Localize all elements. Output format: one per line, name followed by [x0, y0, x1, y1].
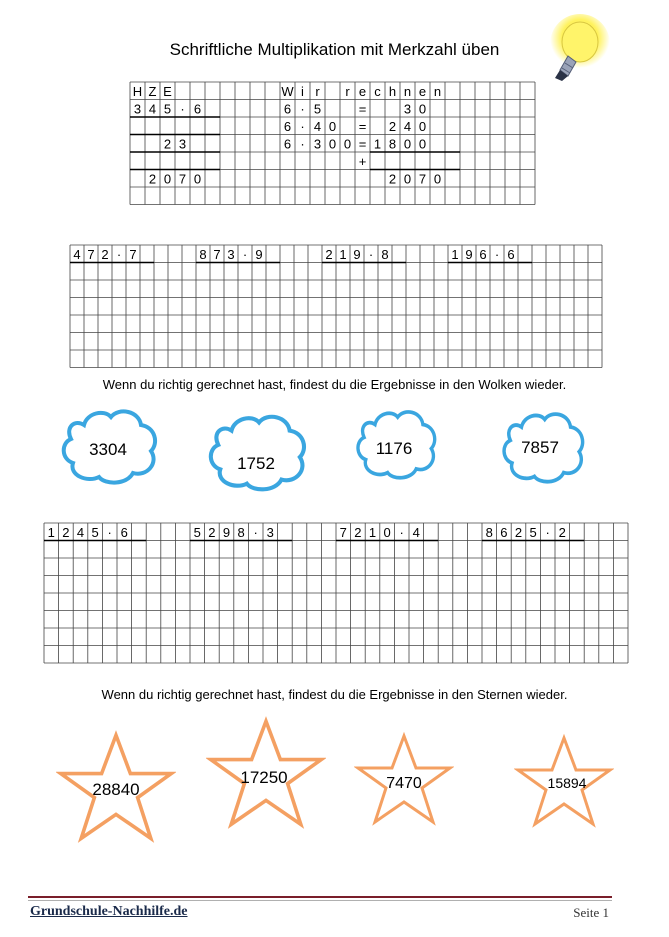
- grid-digit: ·: [368, 246, 374, 262]
- grid-digit: ·: [300, 136, 305, 152]
- grid-digit: 0: [418, 101, 427, 117]
- grid-digit: 0: [403, 171, 412, 187]
- grid-digit: 0: [163, 171, 172, 187]
- grid-digit: 0: [328, 136, 337, 152]
- grid-digit: E: [163, 83, 172, 99]
- grid-digit: ·: [107, 524, 112, 540]
- grid-digit: 4: [412, 524, 420, 540]
- grid-digit: 2: [325, 246, 333, 262]
- grid-digit: 0: [383, 524, 391, 540]
- grid-digit: 2: [514, 524, 523, 540]
- instruction-clouds: Wenn du richtig gerechnet hast, findest du die Ergebnisse in den Wolken wieder.: [102, 377, 567, 392]
- grid-digit: 8: [199, 246, 207, 262]
- grid-digit: 2: [354, 524, 362, 540]
- grid-digit: ·: [242, 246, 248, 262]
- grid-digit: ·: [116, 246, 122, 262]
- grid-digit: 4: [313, 118, 322, 134]
- footer-site-link[interactable]: Grundschule-Nachhilfe.de: [30, 904, 188, 919]
- star-2: [206, 716, 326, 832]
- grid-digit: 6: [507, 246, 515, 262]
- grid-digit: 3: [266, 524, 274, 540]
- star-4: [514, 732, 614, 832]
- grid-digit: 9: [255, 246, 263, 262]
- grid-digit: n: [433, 83, 442, 99]
- grid-digit: =: [358, 118, 367, 134]
- task-grid-1: [70, 245, 602, 370]
- cloud-value: 7857: [521, 438, 559, 457]
- instruction-stars: Wenn du richtig gerechnet hast, findest du die Ergebnisse in den Sternen wieder.: [101, 687, 568, 702]
- grid-digit: 3: [133, 101, 142, 117]
- grid-digit: 0: [418, 118, 427, 134]
- cloud-2: [206, 410, 308, 492]
- grid-digit: n: [403, 83, 412, 99]
- task-grid-2: [44, 523, 628, 665]
- grid-digit: 3: [313, 136, 322, 152]
- grid-digit: 5: [529, 524, 537, 540]
- page-title: Schriftliche Multiplikation mit Merkzahl üben: [169, 40, 500, 59]
- grid-digit: H: [132, 83, 143, 99]
- grid-digit: 6: [283, 101, 292, 117]
- grid-digit: 7: [178, 171, 187, 187]
- grid-digit: 0: [193, 171, 202, 187]
- grid-digit: 2: [62, 524, 70, 540]
- grid-digit: 0: [403, 136, 412, 152]
- star-3: [354, 730, 454, 830]
- grid-digit: 2: [163, 136, 172, 152]
- grid-digit: 3: [403, 101, 412, 117]
- grid-digit: 0: [433, 171, 442, 187]
- grid-digit: 9: [353, 246, 361, 262]
- grid-digit: 2: [101, 246, 109, 262]
- grid-digit: 9: [465, 246, 473, 262]
- grid-digit: 4: [76, 524, 85, 540]
- grid-digit: 3: [227, 246, 235, 262]
- grid-digit: 8: [381, 246, 389, 262]
- grid-digit: 4: [73, 246, 81, 262]
- star-value: 7470: [386, 775, 422, 792]
- grid-digit: 1: [451, 246, 459, 262]
- lightbulb-icon: [540, 12, 610, 92]
- grid-digit: 3: [178, 136, 187, 152]
- grid-digit: 4: [148, 101, 157, 117]
- grid-digit: 7: [213, 246, 221, 262]
- grid-digit: 4: [403, 118, 412, 134]
- grid-digit: 0: [328, 118, 337, 134]
- grid-digit: 6: [500, 524, 508, 540]
- grid-digit: ·: [180, 101, 185, 117]
- grid-digit: ·: [253, 524, 258, 540]
- grid-digit: e: [418, 83, 427, 99]
- grid-digit: 8: [237, 524, 245, 540]
- grid-digit: 6: [283, 118, 292, 134]
- grid-digit: 8: [388, 136, 397, 152]
- grid-digit: ·: [545, 524, 550, 540]
- grid-digit: 6: [283, 136, 292, 152]
- star-value: 17250: [240, 768, 288, 787]
- grid-digit: 5: [193, 524, 201, 540]
- grid-digit: 1: [368, 524, 377, 540]
- grid-digit: c: [374, 83, 381, 99]
- example-grid: [130, 82, 535, 207]
- grid-digit: 7: [87, 246, 95, 262]
- footer-divider-shadow: [28, 900, 612, 901]
- grid-digit: 6: [193, 101, 202, 117]
- grid-digit: 1: [47, 524, 55, 540]
- grid-digit: 7: [339, 524, 347, 540]
- grid-digit: i: [301, 83, 304, 99]
- cloud-4: [500, 408, 586, 484]
- grid-digit: ·: [399, 524, 404, 540]
- grid-digit: +: [358, 153, 367, 169]
- grid-digit: 5: [163, 101, 172, 117]
- grid-digit: ·: [494, 246, 500, 262]
- grid-digit: 0: [343, 136, 352, 152]
- cloud-3: [354, 406, 438, 480]
- grid-digit: 6: [120, 524, 128, 540]
- footer-page-number: Seite 1: [573, 905, 609, 920]
- grid-digit: 2: [148, 171, 157, 187]
- grid-digit: h: [388, 83, 397, 99]
- cloud-value: 3304: [89, 440, 127, 459]
- cloud-value: 1752: [237, 454, 275, 473]
- grid-digit: 2: [208, 524, 216, 540]
- grid-digit: 2: [558, 524, 566, 540]
- grid-digit: r: [315, 83, 320, 99]
- cloud-value: 1176: [375, 439, 413, 458]
- grid-digit: 6: [479, 246, 487, 262]
- cloud-1: [58, 405, 160, 485]
- grid-digit: e: [358, 83, 367, 99]
- grid-digit: 1: [339, 246, 347, 262]
- grid-digit: 5: [313, 101, 322, 117]
- star-value: 15894: [547, 775, 587, 791]
- grid-digit: ·: [300, 101, 305, 117]
- grid-digit: r: [345, 83, 350, 99]
- star-value: 28840: [92, 780, 140, 799]
- grid-digit: ·: [300, 118, 305, 134]
- grid-digit: Z: [148, 83, 157, 99]
- grid-digit: 2: [388, 118, 397, 134]
- grid-digit: 9: [222, 524, 231, 540]
- grid-digit: 7: [129, 246, 137, 262]
- cloud-icon: [206, 410, 308, 492]
- grid-digit: W: [281, 83, 294, 99]
- grid-digit: 8: [485, 524, 493, 540]
- grid-digit: 0: [418, 136, 427, 152]
- grid-digit: 1: [373, 136, 382, 152]
- grid-digit: =: [358, 101, 367, 117]
- grid-digit: 7: [418, 171, 427, 187]
- grid-digit: 2: [388, 171, 397, 187]
- star-1: [56, 730, 176, 846]
- grid-digit: 5: [91, 524, 99, 540]
- grid-digit: =: [358, 136, 367, 152]
- footer-divider: [28, 896, 612, 898]
